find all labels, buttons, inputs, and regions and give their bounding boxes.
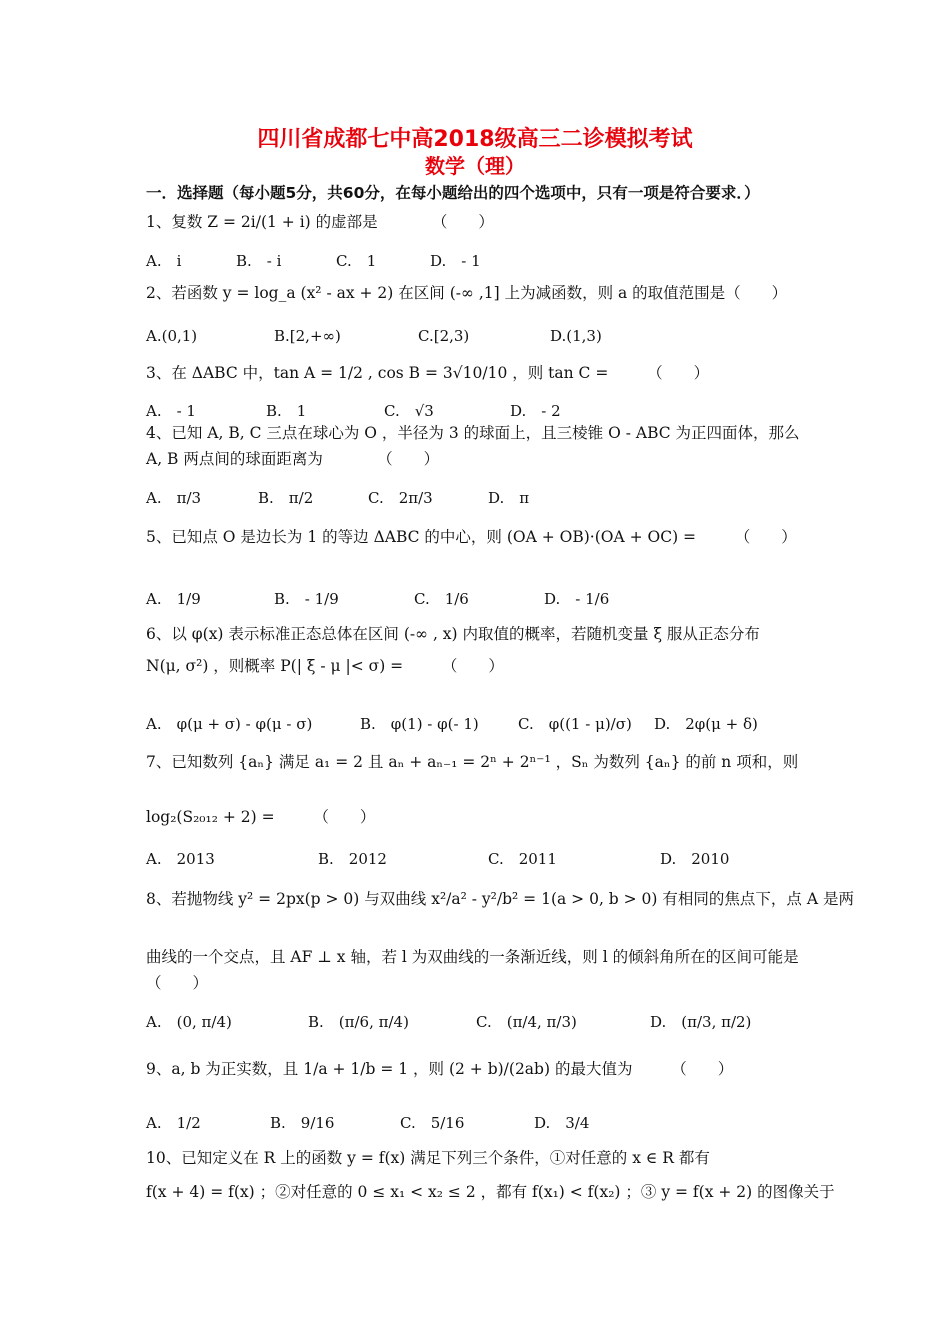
option-a: A. - 1 (146, 401, 196, 420)
question-5: 5、已知点 O 是边长为 1 的等边 ΔABC 的中心，则 (OA + OB)·(OA + OC) = （ ） (146, 528, 797, 546)
option-a: A.(0,1) (146, 327, 198, 345)
option-d: D. 2φ(μ + δ) (654, 714, 758, 733)
option-b: B. - i (236, 251, 282, 270)
option-c: C.[2,3) (418, 327, 470, 345)
question-5-options (146, 578, 810, 618)
question-2-options (146, 316, 810, 356)
option-c: C. 2011 (488, 849, 557, 868)
option-c: C. √3 (384, 401, 434, 420)
option-d: D. π (488, 488, 530, 507)
option-c: C. 1/6 (414, 589, 469, 608)
question-10-line2: f(x + 4) = f(x) ；②对任意的 0 ≤ x₁ < x₂ ≤ 2 ，都有 f(x₁) < f(x₂) ；③ y = f(x + 2) 的图像关于 (146, 1183, 835, 1201)
option-a: A. π/3 (146, 488, 202, 507)
question-9: 9、a, b 为正实数，且 1/a + 1/b = 1 ，则 (2 + b)/(2ab) 的最大值为 （ ） (146, 1060, 734, 1078)
option-b: B. 1 (266, 401, 307, 420)
option-a: A. 1/2 (146, 1113, 201, 1132)
option-b: B. (π/6, π/4) (308, 1012, 409, 1031)
question-1-options (146, 240, 810, 280)
option-d: D.(1,3) (550, 327, 602, 345)
question-3: 3、在 ΔABC 中，tan A = 1/2 , cos B = 3√10/10 ，则 tan C = （ ） (146, 364, 710, 382)
question-6-line2: N(μ, σ²) ，则概率 P(| ξ - μ |< σ) = （ ） (146, 657, 504, 675)
option-d: D. - 2 (510, 401, 561, 420)
question-4-options (146, 477, 810, 517)
question-1: 1、复数 Z = 2i/(1 + i) 的虚部是 （ ） (146, 213, 494, 231)
question-6-options (146, 703, 810, 743)
option-d: D. 3/4 (534, 1113, 590, 1132)
exam-title: 四川省成都七中高2018级高三二诊模拟考试 (257, 127, 693, 152)
question-7-line2: log₂(S₂₀₁₂ + 2) = （ ） (146, 808, 376, 826)
question-6: 6、以 φ(x) 表示标准正态总体在区间 (-∞ , x) 内取值的概率，若随机变量 ξ 服从正态分布 (146, 625, 760, 643)
question-10: 10、已知定义在 R 上的函数 y = f(x) 满足下列三个条件，①对任意的 x ∈ R 都有 (146, 1149, 710, 1167)
question-8: 8、若抛物线 y² = 2px(p > 0) 与双曲线 x²/a² - y²/b² = 1(a > 0, b > 0) 有相同的焦点下，点 A 是两 (146, 890, 854, 908)
option-b: B. φ(1) - φ(- 1) (360, 714, 479, 733)
section-heading: 一．选择题（每小题5分，共60分，在每小题给出的四个选项中，只有一项是符合要求．） (146, 184, 760, 202)
exam-subtitle: 数学（理） (425, 154, 525, 178)
option-c: C. φ((1 - μ)/σ) (518, 714, 632, 733)
option-c: C. 2π/3 (368, 488, 433, 507)
option-c: C. 5/16 (400, 1113, 465, 1132)
option-b: B. 9/16 (270, 1113, 335, 1132)
option-b: B.[2,+∞) (274, 327, 341, 345)
question-9-options (146, 1102, 810, 1142)
option-d: D. - 1/6 (544, 589, 610, 608)
question-8-line2: 曲线的一个交点，且 AF ⊥ x 轴，若 l 为双曲线的一条渐近线，则 l 的倾斜角所在的区间可能是 (146, 948, 799, 966)
question-7: 7、已知数列 {aₙ} 满足 a₁ = 2 且 aₙ + aₙ₋₁ = 2ⁿ + 2ⁿ⁻¹ ，Sₙ 为数列 {aₙ} 的前 n 项和，则 (146, 753, 799, 771)
option-c: C. 1 (336, 251, 377, 270)
question-4: 4、已知 A, B, C 三点在球心为 O ，半径为 3 的球面上，且三棱锥 O - ABC 为正四面体，那么 (146, 424, 800, 442)
option-d: D. (π/3, π/2) (650, 1012, 752, 1031)
option-a: A. 1/9 (146, 589, 201, 608)
option-d: D. - 1 (430, 251, 481, 270)
option-a: A. 2013 (146, 849, 215, 868)
option-b: B. π/2 (258, 488, 314, 507)
question-8-options (146, 1001, 810, 1041)
option-a: A. φ(μ + σ) - φ(μ - σ) (146, 714, 313, 733)
option-a: A. (0, π/4) (146, 1012, 232, 1031)
question-7-options (146, 838, 810, 878)
question-2: 2、若函数 y = log_a (x² - ax + 2) 在区间 (-∞ ,1] 上为减函数，则 a 的取值范围是（ ） (146, 284, 788, 302)
question-8-line3: （ ） (146, 974, 209, 992)
option-b: B. - 1/9 (274, 589, 339, 608)
question-4-line2: A, B 两点间的球面距离为 （ ） (146, 450, 440, 468)
option-b: B. 2012 (318, 849, 387, 868)
option-a: A. i (146, 251, 182, 270)
option-d: D. 2010 (660, 849, 730, 868)
option-c: C. (π/4, π/3) (476, 1012, 577, 1031)
